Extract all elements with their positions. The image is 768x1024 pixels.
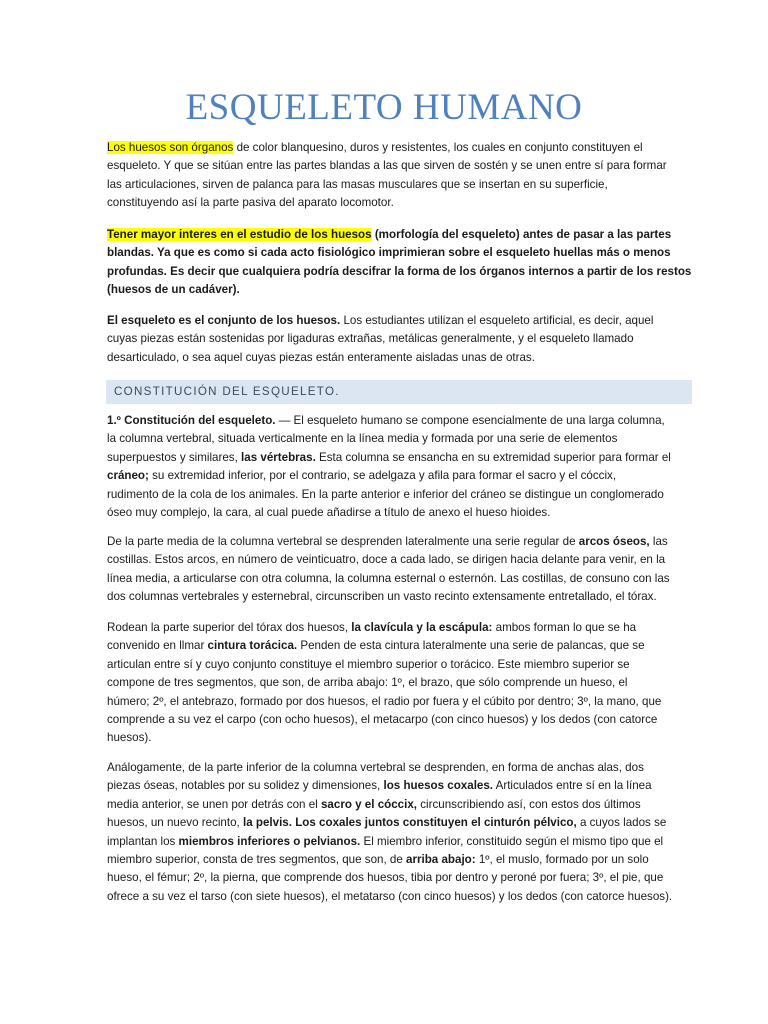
section-heading: CONSTITUCIÓN DEL ESQUELETO. xyxy=(106,380,692,404)
paragraph-interest: Tener mayor interes en el estudio de los huesos (morfología del esqueleto) antes de pasar a las partes blandas. Ya que es como si cada acto fisiológico imprimieran sobre el esqueleto huellas más o menos profundas. Es decir que cualquiera podría descifrar la forma de los órganos internos a partir de los restos (huesos de un cadáver). xyxy=(107,228,692,297)
paragraph-constitution: 1.º Constitución del esqueleto. — El esqueleto humano se compone esencialmente de una larga columna, la columna vertebral, situada verticalmente en la línea media y formada por una serie de elementos superpuestos y similares, las vértebras. Esta columna se ensancha en su extremidad superior para formar el cráneo; su extremidad inferior, por el contrario, se adelgaza y afila para formar el sacro y el cóccix, rudimento de la cola de los animales. En la parte anterior e inferior del cráneo se distingue un conglomerado óseo muy complejo, la cara, al cual puede añadirse a título de anexo el hueso hioides. xyxy=(107,414,671,520)
paragraph-lower-limb: Análogamente, de la parte inferior de la columna vertebral se desprenden, en forma de anchas alas, dos piezas óseas, notables por su solidez y dimensiones, los huesos coxales. Articulados entre sí en la línea media anterior, se unen por detrás con el sacro y el cóccix, circunscribiendo así, con estos dos últimos huesos, un nuevo recinto, la pelvis. Los coxales juntos constituyen el cinturón pélvico, a cuyos lados se implantan los miembros inferiores o pelvianos. El miembro inferior, constituido según el mismo tipo que el miembro superior, consta de tres segmentos, que son, de arriba abajo: 1º, el muslo, formado por un solo hueso, el fémur; 2º, la pierna, que comprende dos huesos, tibia por dentro y peroné por fuera; 3º, el pie, que ofrece a su vez el tarso (con siete huesos), el metatarso (con cinco huesos) y los dedos (con catorce huesos). xyxy=(107,761,673,903)
paragraph-intro: Los huesos son órganos de color blanquesino, duros y resistentes, los cuales en conjunto constituyen el esqueleto. Y que se sitúan entre las partes blandas a las que sirven de sostén y se unen entre sí para formar las articulaciones, sirven de palanca para las masas musculares que se insertan en su superficie, constituyendo así la parte pasiva del aparato locomotor. xyxy=(107,141,667,210)
paragraph-ribs: De la parte media de la columna vertebral se desprenden lateralmente una serie regular de arcos óseos, las costillas. Estos arcos, en número de veinticuatro, doce a cada lado, se dirigen hacia delante para venir, en la línea media, a articularse con otra columna, la columna esternal o esternón. Las costillas, de consuno con las dos columnas vertebrales y esternebral, circunscriben un vasto recinto extensamente entretallado, el tórax. xyxy=(107,535,670,604)
paragraph-upper-limb: Rodean la parte superior del tórax dos huesos, la clavícula y la escápula: ambos forman lo que se ha convenido en llmar cintura torácica. Penden de esta cintura lateralmente una serie de palancas, que se articulan entre sí y cuyo conjunto constituye el miembro superior o torácico. Este miembro superior se compone de tres segmentos, que son, de arriba abajo: 1º, el brazo, que sólo comprende un hueso, el húmero; 2º, el antebrazo, formado por dos huesos, el radio por fuera y el cúbito por dentro; 3º, la mano, que comprende a su vez el carpo (con ocho huesos), el metacarpo (con cinco huesos) y los dedos (con catorce huesos). xyxy=(107,621,662,745)
document-title: ESQUELETO HUMANO xyxy=(185,87,583,128)
highlighted-text: Los huesos son órganos xyxy=(107,141,234,154)
highlighted-text: Tener mayor interes en el estudio de los huesos xyxy=(107,228,372,241)
paragraph-definition: El esqueleto es el conjunto de los huesos. Los estudiantes utilizan el esqueleto artificial, es decir, aquel cuyas piezas están sostenidas por ligaduras extrañas, metálicas generalmente, y el esqueleto llamado desarticulado, o sea aquel cuyas piezas están enteramente aisladas unas de otras. xyxy=(107,314,654,364)
